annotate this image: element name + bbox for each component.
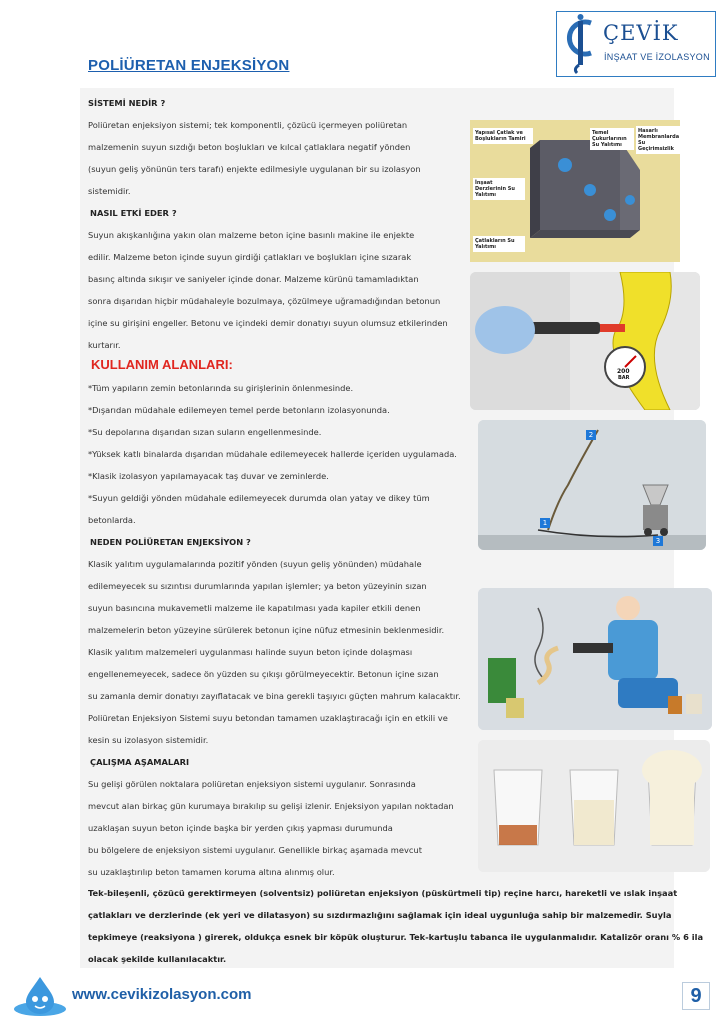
text-line: su zamanla demir donatıyı zayıflatacak ve bina gerekli taşıyıcı güçten mahrum kalacaktır. (88, 691, 461, 701)
text-line: *Su depolarına dışarıdan sızan suların engellenmesinde. (88, 427, 322, 437)
text-line: malzemenin suyun sızdığı beton boşlukları ve kılcal çatlaklara negatif yönden (88, 142, 411, 152)
diagram-label-crack-repair: Yapısal Çatlak ve Boşlukların Tamiri (473, 128, 533, 144)
diagram-label-membrane: Hasarlı Membranlarda Su Geçirimsizlik (638, 128, 680, 152)
diagram-label-cracks: Çatlakların Su Yalıtımı (473, 236, 525, 252)
step-badge: 1 (540, 518, 550, 528)
text-line: Poliüretan enjeksiyon sistemi; tek komponentli, çözücü içermeyen poliüretan (88, 120, 408, 130)
gauge-value: 200 (617, 368, 630, 375)
text-line: kesin su izolasyon sistemidir. (88, 735, 209, 745)
diagram-label-foundation: Temel Çukurlarının Su Yalıtımı (590, 128, 634, 150)
text-line: *Tüm yapıların zemin betonlarında su girişlerinin önlenmesinde. (88, 383, 354, 393)
logo-mark-icon (559, 13, 603, 75)
water-drop-mascot-icon (12, 975, 68, 1021)
cups-illustration (478, 740, 710, 872)
text-line: Su gelişi görülen noktalara poliüretan enjeksiyon sistemi uygulanır. Sonrasında (88, 779, 416, 789)
text-line: sonra dışarıdan hiçbir müdahaleyle bozulmaya, çözülmeye uğramadığından betonun (88, 296, 441, 306)
text-line: *Dışarıdan müdahale edilemeyen temel perde betonların izolasyonunda. (88, 405, 390, 415)
text-line: edilemeyecek su sızıntısı durumlarında yapılan işlemler; ya beton yüzeyinin sızan (88, 581, 427, 591)
text-line: *Yüksek katlı binalarda dışarıdan müdahale edilemeyecek hallerde içeriden uygulamada. (88, 449, 457, 459)
worker-illustration (478, 588, 712, 730)
text-line: mevcut alan birkaç gün kurumaya bırakılıp su gelişi izlenir. Enjeksiyon yapılan noktadan (88, 801, 454, 811)
text-line: basınç altında sıkışır ve saniyeler içinde donar. Malzeme kürünü tamamladıktan (88, 274, 419, 284)
injection-packers-illustration (478, 420, 706, 550)
text-line: su uzaklaştırılıp beton tamamen koruma altına alınmış olur. (88, 867, 335, 877)
worker-injection-illustration (478, 588, 712, 730)
summary-line: Tek-bileşenli, çözücü gerektirmeyen (solventsiz) poliüretan enjeksiyon (püskürtmeli tip) reçine harcı, hareketli ve ıslak inşaat (88, 888, 678, 898)
injection-crack-illustration (470, 272, 700, 410)
gauge-unit: BAR (618, 375, 630, 381)
text-line: malzemelerin beton yüzeyine sürülerek betonun içine nüfuz etmesinin beklenmesidir. (88, 625, 445, 635)
section-heading-stages: ÇALIŞMA AŞAMALARI (90, 757, 190, 767)
page-title: POLİÜRETAN ENJEKSİYON (88, 57, 290, 74)
summary-line: çatlakları ve derzlerinde (ek yeri ve dilatasyon) su sızdırmazlığını sağlamak için ideal uygunluğa sahip bir malzemedir. Suyla (88, 910, 672, 920)
section-heading-why: NEDEN POLİÜRETAN ENJEKSİYON ? (90, 537, 251, 547)
section-heading-uses: KULLANIM ALANLARI: (91, 357, 233, 372)
section-heading-what: SİSTEMİ NEDİR ? (88, 98, 166, 108)
step-badge: 2 (586, 430, 596, 440)
text-line: (suyun geliş yönünün ters tarafı) enjekte edilmesiyle uygulanan bir su izolasyon (88, 164, 421, 174)
logo-subtitle: İNŞAAT VE İZOLASYON (604, 52, 710, 62)
step-badge: 3 (653, 536, 663, 546)
text-line: betonlarda. (88, 515, 136, 525)
text-line: *Klasik izolasyon yapılamayacak taş duvar ve zeminlerde. (88, 471, 329, 481)
application-areas-diagram (470, 120, 680, 262)
text-line: edilir. Malzeme beton içinde suyun girdiği çatlakları ve boşlukları içine sızarak (88, 252, 412, 262)
text-line: içine su girişini engeller. Betonu ve içindeki demir donatıyı suyun olumsuz etkilerinden (88, 318, 448, 328)
text-line: sistemidir. (88, 186, 131, 196)
text-line: uzaklaşan suyun beton içinde başka bir yerden çıkış yapması durumunda (88, 823, 393, 833)
section-heading-how: NASIL ETKİ EDER ? (90, 208, 177, 218)
crack-illustration (470, 272, 700, 410)
page-number: 9 (682, 982, 710, 1010)
summary-line: tepkimeye (reaksiyona ) girerek, oldukça esnek bir köpük oluşturur. Tek-kartuşlu tabanca ile uygulanmalıdır. Katalizör oranı % 6 ila (88, 932, 704, 942)
diagram-label-wall: İnşaat Derzlerinin Su Yalıtımı (473, 178, 525, 200)
text-line: kurtarır. (88, 340, 121, 350)
foam-reaction-photo (478, 740, 710, 872)
text-line: Klasik yalıtım uygulamalarında pozitif yönden (suyun geliş yönünden) müdahale (88, 559, 422, 569)
text-line: engellenemeyecek, sadece ön yüzden su çıkışı görülmeyecektir. Betonun içine sızan (88, 669, 439, 679)
company-logo (556, 11, 716, 77)
summary-line: olacak şekilde kullanılacaktır. (88, 954, 227, 964)
text-line: *Suyun geldiği yönden müdahale edilemeyecek durumda olan yatay ve dikey tüm (88, 493, 430, 503)
text-line: Klasik yalıtım malzemeleri uygulanması halinde suyun beton içinde dolaşması (88, 647, 413, 657)
text-line: suyun basıncına mukavemetli malzeme ile kapatılması yada kapiler etkili denen (88, 603, 421, 613)
text-line: Poliüretan Enjeksiyon Sistemi suyu betondan tamamen uzaklaştıracağı için en etkili ve (88, 713, 448, 723)
text-line: bu bölgelere de enjeksiyon sistemi uygulanır. Genellikle birkaç aşamada mevcut (88, 845, 422, 855)
website-link[interactable]: www.cevikizolasyon.com (72, 986, 252, 1003)
logo-brand: ÇEVİK (603, 21, 679, 45)
text-line: Suyun akışkanlığına yakın olan malzeme beton içine basınlı makine ile enjekte (88, 230, 415, 240)
